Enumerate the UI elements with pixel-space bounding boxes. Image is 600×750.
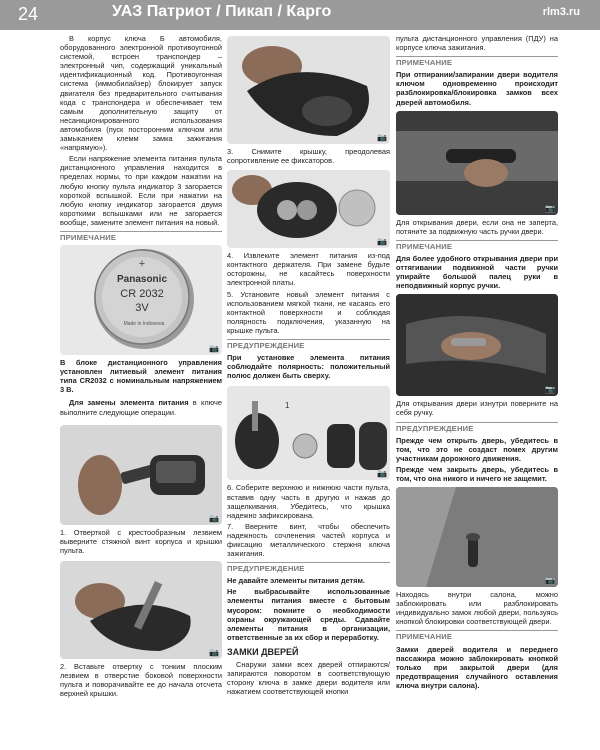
note-label: ПРИМЕЧАНИЕ (396, 240, 558, 252)
battery-illustration (60, 245, 222, 355)
step6-photo (227, 386, 390, 480)
battery-voltage: 3V (135, 302, 149, 315)
camera-icon: 📷 (209, 513, 219, 523)
battery-brand: Panasonic (116, 274, 168, 286)
open-door-warning: Прежде чем открыть дверь, убедитесь в том, что это не создаст помех другим участникам дорожного движения. (396, 435, 558, 463)
inner-handle-caption: Для открывания двери изнутри поверните на себя ручку. (396, 399, 558, 418)
step4-photo (227, 170, 390, 248)
note-label: ПРИМЕЧАНИЕ (396, 56, 558, 68)
site-label: rlm3.ru (542, 6, 580, 18)
battery-note-text: В блоке дистанционного управления установлен литиевый элемент питания типа CR2032 с номинальным напряжением 3 В. (60, 358, 222, 395)
step7-caption: 7. Вверните винт, чтобы обеспечить надежность сочленения частей корпуса и фиксацию металлического стержня ключа зажигания. (227, 521, 390, 559)
column-1 (60, 34, 222, 700)
closed-door-note: Замки дверей водителя и переднего пассажира можно заблокировать кнопкой только при закрытой двери (для предотвращения случайного оставления ключа внутри салона). (396, 644, 558, 690)
battery-photo (60, 245, 222, 355)
disposal-warning: Не выбрасывайте использованные элементы питания вместе с бытовым мусором: помните о необходимости охраны окружающей среды. Сдавайте элементы питания в организации, ответственные за их сбор и переработку. (227, 587, 390, 642)
warning-label: ПРЕДУПРЕЖДЕНИЕ (227, 562, 390, 574)
camera-icon: 📷 (377, 237, 387, 247)
part-label: 1 (285, 401, 290, 411)
warning-label: ПРЕДУПРЕЖДЕНИЕ (227, 339, 390, 351)
transponder-paragraph: В корпус ключа Б автомобиля, оборудованного электронной противоугонной системой, встроен транспондер – электронный чип, содержащий уникальный идентификационный код. Противоугонная система (иммобилайзер) блокирует запуск двигателя без предварительного считывания кода с транспондера и обеспечивает тем самым дополнительную защиту от несанкционированного использования автомобиля (пуск посторонним ключом или замыканием клемм замка зажигания «напрямую»). (60, 34, 222, 153)
step6-caption: 6. Соберите верхнюю и нижнюю части пульта, вставив одну часть в другую и нажав до защелкивания. Убедитесь, что крышка надежно зафиксирована. (227, 483, 390, 520)
remote-continuation: пульта дистанционного управления (ПДУ) на корпусе ключа зажигания. (396, 34, 558, 53)
polarity-warning: При установке элемента питания соблюдайте полярность: положительный полюс должен быть сверху. (227, 353, 390, 381)
camera-icon: 📷 (377, 132, 387, 142)
step3-photo (227, 36, 390, 144)
battery-model: CR 2032 (120, 288, 164, 301)
svg-text:+: + (138, 258, 146, 271)
camera-icon: 📷 (377, 469, 387, 479)
children-warning: Не давайте элементы питания детям. (227, 576, 365, 586)
step1-caption: 1. Отверткой с крестообразным лезвием выверните стяжной винт корпуса и крышки пульта. (60, 527, 222, 555)
note-label: ПРИМЕЧАНИЕ (60, 231, 222, 243)
note-label: ПРИМЕЧАНИЕ (396, 630, 558, 642)
lock-button-photo (396, 487, 558, 587)
camera-icon: 📷 (545, 575, 555, 585)
step2-photo (60, 561, 222, 659)
step4-caption: 4. Извлеките элемент питания из-под контактного держателя. При замене будьте осторожны, не касайтесь поверхности электронной платы. (227, 251, 390, 288)
lock-button-caption: Находясь внутри салона, можно заблокировать или разблокировать индивидуально замок любой двери, пользуясь кнопкой блокировки соответствующей двери. (396, 590, 558, 627)
outer-handle-caption: Для открывания двери, если она не заперта, потяните за подвижную часть ручки двери. (396, 217, 558, 236)
page-header (0, 0, 600, 30)
thumb-note: Для более удобного открывания двери при оттягивании подвижной части ручки упирайте большой палец руки в неподвижный корпус ручки. (396, 253, 558, 291)
section-title: ЗАМКИ ДВЕРЕЙ (227, 646, 299, 657)
camera-icon: 📷 (545, 203, 555, 213)
locks-paragraph: Снаружи замки всех дверей отпираются/запираются поворотом в соответствующую сторону ключа в замке двери водителя или нажатием соответствующей кнопки (227, 660, 390, 697)
step1-photo (60, 425, 222, 525)
step2-caption: 2. Вставьте отвертку с тонким плоским лезвием в отверстие боковой поверхности пульта и поворачивайте ее до начала отсчета верхней крышки. (60, 661, 222, 699)
battery-origin: Made in Indonesia (123, 321, 165, 328)
page-number: 24 (18, 4, 39, 24)
camera-icon: 📷 (545, 385, 555, 395)
camera-icon: 📷 (209, 343, 219, 353)
warning-label: ПРЕДУПРЕЖДЕНИЕ (396, 422, 558, 434)
page-title: УАЗ Патриот / Пикап / Карго (112, 3, 332, 20)
step3-caption: 3. Снимите крышку, преодолевая сопротивление ее фиксаторов. (227, 147, 390, 166)
battery-check-paragraph: Если напряжение элемента питания пульта дистанционного управления находится в пределах нормы, то при каждом нажатии на любую кнопку пульта индикатор 3 загорается короткой вспышкой. Если при нажатии на любую кнопку индикатор загорается двумя короткими вспышками или не загорается вообще, замените элемент питания на новый. (60, 154, 222, 227)
column-2 (227, 34, 390, 698)
step5-caption: 5. Установите новый элемент питания с использованием мягкой ткани, не касаясь его контактной поверхности и соблюдая полярность подключения, указанную на крышке пульта. (227, 289, 390, 335)
close-door-warning: Прежде чем закрыть дверь, убедитесь в том, что она никого и ничего не защемит. (396, 464, 558, 483)
driver-lock-note: При отпирании/запирании двери водителя ключом одновременно происходит разблокировка/блокировка замков всех дверей автомобиля. (396, 70, 558, 107)
camera-icon: 📷 (209, 647, 219, 657)
column-3 (396, 34, 558, 692)
outer-handle-photo (396, 111, 558, 215)
replace-intro: Для замены элемента питания в ключе выполните следующие операции. (60, 398, 222, 417)
inner-handle-photo (396, 294, 558, 396)
